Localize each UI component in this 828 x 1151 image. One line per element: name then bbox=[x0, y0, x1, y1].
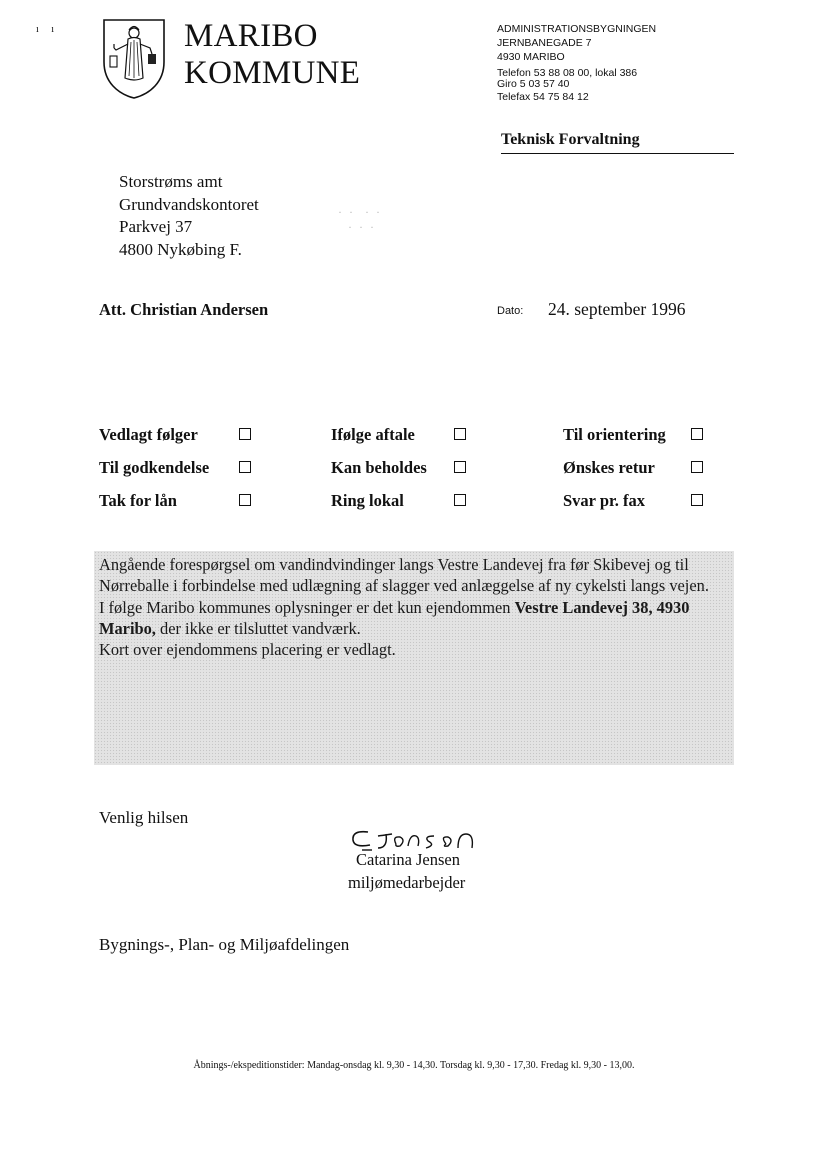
message-paragraph-3: Kort over ejendommens placering er vedlagt. bbox=[99, 640, 396, 660]
checkbox-label-ifoelge-aftale: Ifølge aftale bbox=[331, 425, 415, 444]
checkbox-ifoelge-aftale[interactable] bbox=[454, 428, 466, 440]
municipal-crest-icon bbox=[102, 18, 166, 100]
date-value: 24. september 1996 bbox=[548, 299, 686, 319]
message-p2-start: I følge Maribo kommunes oplysninger er det kun ejendommen bbox=[99, 597, 515, 617]
checkbox-label-kan-beholdes: Kan beholdes bbox=[331, 458, 427, 477]
checkbox-label-til-orientering: Til orientering bbox=[563, 425, 666, 444]
faint-stamp-mark: · · · · · · · bbox=[338, 205, 382, 234]
recipient-line: Parkvej 37 bbox=[119, 217, 193, 236]
checkbox-ring-lokal[interactable] bbox=[454, 494, 466, 506]
checkbox-label-tak-for-laan: Tak for lån bbox=[99, 491, 177, 510]
recipient-line: Storstrøms amt bbox=[119, 172, 223, 191]
checkbox-label-ring-lokal: Ring lokal bbox=[331, 491, 404, 510]
greeting: Venlig hilsen bbox=[99, 808, 189, 827]
checkbox-label-vedlagt: Vedlagt følger bbox=[99, 425, 198, 444]
recipient-line: Grundvandskontoret bbox=[119, 194, 259, 214]
logo-title-line1: MARIBO bbox=[184, 18, 318, 54]
signatory-title: miljømedarbejder bbox=[348, 873, 466, 892]
logo-title-line2: KOMMUNE bbox=[184, 55, 361, 91]
recipient-line: 4800 Nykøbing F. bbox=[119, 239, 242, 259]
message-p2-end: der ikke er tilsluttet vandværk. bbox=[155, 618, 361, 638]
checkbox-til-godkendelse[interactable] bbox=[239, 461, 251, 473]
checkbox-label-svar-pr-fax: Svar pr. fax bbox=[563, 491, 646, 510]
admin-line: ADMINISTRATIONSBYGNINGEN bbox=[497, 23, 657, 35]
admin-line: Giro 5 03 57 40 bbox=[497, 78, 570, 90]
department-underline bbox=[501, 153, 734, 154]
admin-line: JERNBANEGADE 7 bbox=[497, 37, 592, 49]
admin-line: Telefax 54 75 84 12 bbox=[497, 91, 589, 103]
administration-address bbox=[497, 22, 656, 104]
checkbox-oenskes-retur[interactable] bbox=[691, 461, 703, 473]
checkbox-kan-beholdes[interactable] bbox=[454, 461, 466, 473]
checkbox-label-til-godkendelse: Til godkendelse bbox=[99, 458, 210, 477]
recipient-address bbox=[119, 171, 259, 261]
scan-marks: ı ı bbox=[36, 24, 55, 35]
property-address-bold: Vestre Landevej 38, 4930 Maribo, bbox=[99, 597, 690, 638]
opening-hours-footer: Åbnings-/ekspeditionstider: Mandag-onsdag kl. 9,30 - 14,30. Torsdag kl. 9,30 - 17,30. Fredag kl. 9,30 - 13,00. bbox=[193, 1060, 635, 1071]
checkbox-vedlagt[interactable] bbox=[239, 428, 251, 440]
checkbox-label-oenskes-retur: Ønskes retur bbox=[563, 458, 655, 477]
signatory-name: Catarina Jensen bbox=[356, 850, 461, 869]
department-signoff: Bygnings-, Plan- og Miljøafdelingen bbox=[99, 935, 350, 954]
date-label: Dato: bbox=[497, 305, 524, 317]
message-body bbox=[99, 554, 731, 660]
checkbox-svar-pr-fax[interactable] bbox=[691, 494, 703, 506]
admin-line: Telefon 53 88 08 00, lokal 386 bbox=[497, 67, 638, 79]
message-paragraph-1: Angående forespørgsel om vandindvindinger langs Vestre Landevej fra før Skibevej og til Nørreballe i forbindelse med udlægning af slagger ved anlæggelse af ny cykelsti langs vejen. bbox=[99, 555, 709, 596]
checkbox-til-orientering[interactable] bbox=[691, 428, 703, 440]
attention-line: Att. Christian Andersen bbox=[99, 300, 269, 319]
department-heading: Teknisk Forvaltning bbox=[501, 131, 640, 148]
checkbox-tak-for-laan[interactable] bbox=[239, 494, 251, 506]
message-paragraph-2 bbox=[99, 597, 731, 640]
admin-line: 4930 MARIBO bbox=[497, 51, 565, 63]
